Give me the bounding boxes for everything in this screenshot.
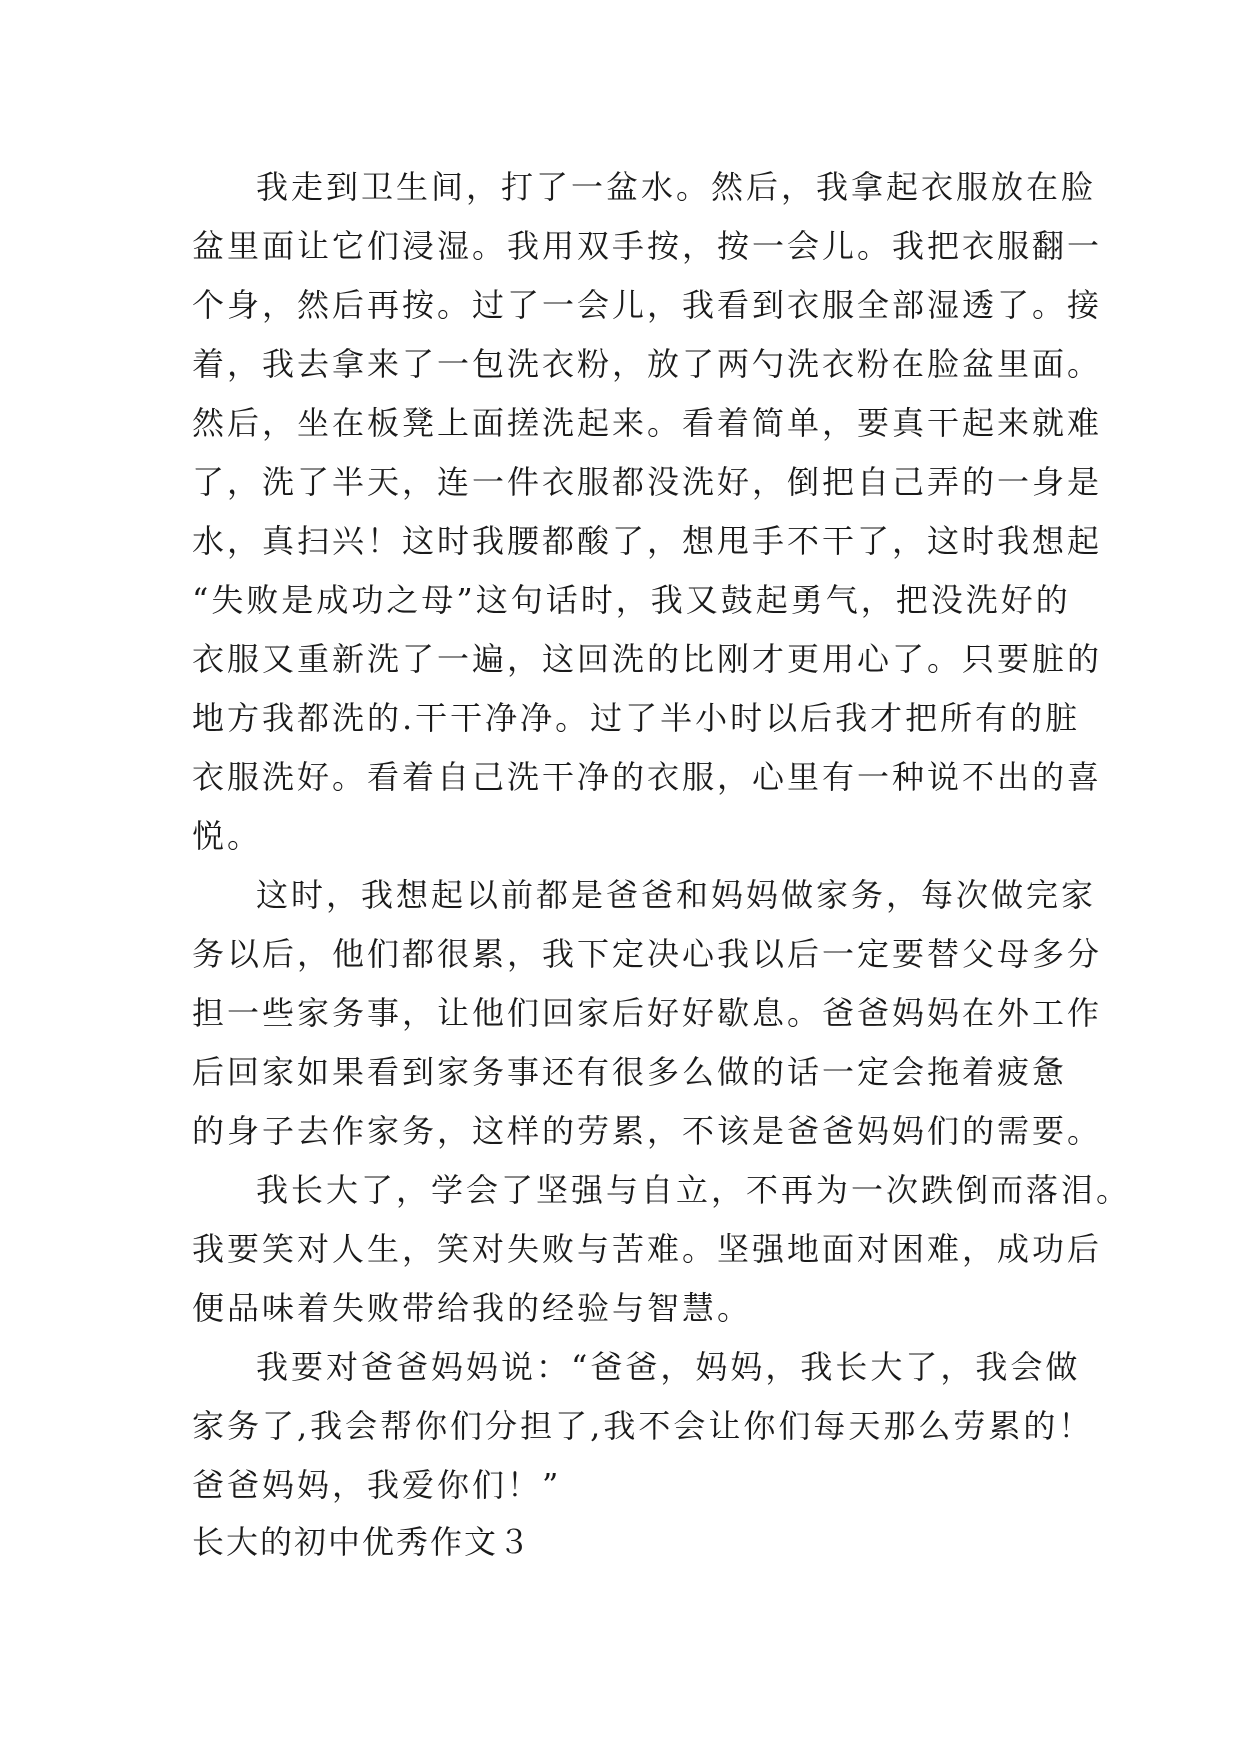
paragraph-3-line-1: 我长大了，学会了坚强与自立，不再为一次跌倒而落泪。 (256, 1171, 1132, 1209)
paragraph-3-line-2: 我要笑对人生，笑对失败与苦难。坚强地面对困难，成功后 (192, 1230, 1103, 1268)
paragraph-1-line-4: 着，我去拿来了一包洗衣粉，放了两勺洗衣粉在脸盆里面。 (192, 345, 1103, 383)
paragraph-1-line-8: “失败是成功之母”这句话时，我又鼓起勇气，把没洗好的 (192, 581, 1071, 619)
paragraph-1-line-12: 悦。 (192, 817, 263, 855)
paragraph-1-line-11: 衣服洗好。看着自己洗干净的衣服，心里有一种说不出的喜 (192, 758, 1103, 796)
paragraph-1-line-6: 了，洗了半天，连一件衣服都没洗好，倒把自己弄的一身是 (192, 463, 1103, 501)
paragraph-1-line-3: 个身，然后再按。过了一会儿，我看到衣服全部湿透了。接 (192, 286, 1103, 324)
paragraph-4-line-1: 我要对爸爸妈妈说：“爸爸，妈妈，我长大了，我会做 (256, 1348, 1081, 1386)
paragraph-3-line-3: 便品味着失败带给我的经验与智慧。 (192, 1289, 753, 1327)
paragraph-1-line-10: 地方我都洗的.干干净净。过了半小时以后我才把所有的脏 (192, 699, 1081, 737)
paragraph-2-line-3: 担一些家务事，让他们回家后好好歇息。爸爸妈妈在外工作 (192, 994, 1103, 1032)
paragraph-1-line-1: 我走到卫生间，打了一盆水。然后，我拿起衣服放在脸 (256, 168, 1097, 206)
paragraph-4-line-3: 爸爸妈妈，我爱你们！” (192, 1466, 562, 1504)
paragraph-2-line-4: 后回家如果看到家务事还有很多么做的话一定会拖着疲惫 (192, 1053, 1068, 1091)
paragraph-1-line-2: 盆里面让它们浸湿。我用双手按，按一会儿。我把衣服翻一 (192, 227, 1103, 265)
paragraph-2-line-2: 务以后，他们都很累，我下定决心我以后一定要替父母多分 (192, 935, 1103, 973)
paragraph-2-line-1: 这时，我想起以前都是爸爸和妈妈做家务，每次做完家 (256, 876, 1097, 914)
paragraph-1-line-7: 水，真扫兴！这时我腰都酸了，想甩手不干了，这时我想起 (192, 522, 1103, 560)
paragraph-4-line-2: 家务了,我会帮你们分担了,我不会让你们每天那么劳累的！ (192, 1407, 1094, 1445)
paragraph-1-line-5: 然后，坐在板凳上面搓洗起来。看着简单，要真干起来就难 (192, 404, 1103, 442)
paragraph-2-line-5: 的身子去作家务，这样的劳累，不该是爸爸妈妈们的需要。 (192, 1112, 1103, 1150)
paragraph-1-line-9: 衣服又重新洗了一遍，这回洗的比刚才更用心了。只要脏的 (192, 640, 1103, 678)
section-heading: 长大的初中优秀作文３ (192, 1523, 533, 1561)
